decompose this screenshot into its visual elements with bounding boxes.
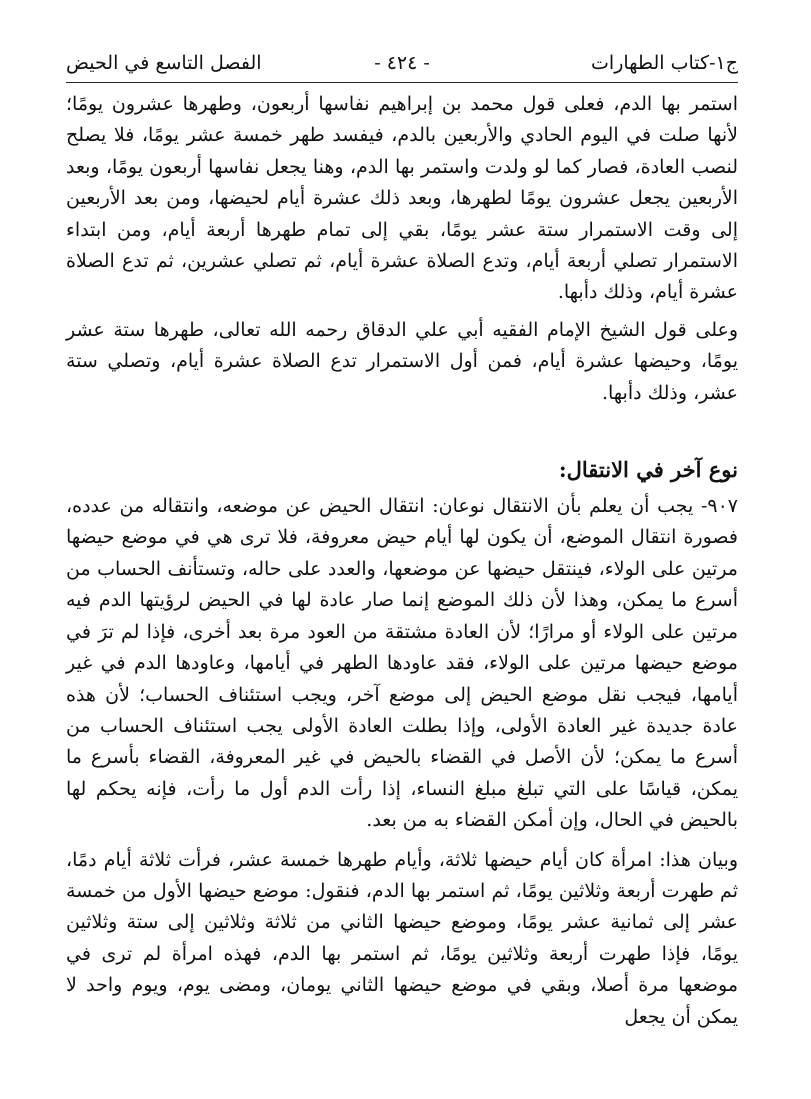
book-page bbox=[66, 48, 738, 1088]
paragraph-1: استمر بها الدم، فعلى قول محمد بن إبراهيم نفاسها أربعون، وطهرها عشرون يومًا؛ لأنها صلت في اليوم الحادي والأربعين بالدم، فيفسد طهر خمسة عشر يومًا، فلا يصلح لنصب العادة، فصار كما لو ولدت واستمر بها الدم، وهنا يجعل نفاسها أربعون يومًا، وبعد الأربعين يجعل عشرون يومًا لطهرها، وبعد ذلك عشرة أيام لحيضها، ومن بعد الأربعين إلى وقت الاستمرار ستة عشر يومًا، بقي إلى تمام طهرها أربعة أيام، ومن ابتداء الاستمرار تصلي أربعة أيام، وتدع الصلاة عشرة أيام، ثم تصلي عشرين، ثم تدع الصلاة عشرة أيام، وذلك دأبها. bbox=[66, 93, 738, 304]
section-heading: نوع آخر في الانتقال: bbox=[558, 457, 738, 483]
page-body bbox=[66, 89, 738, 1033]
paragraph-3: ٩٠٧- يجب أن يعلم بأن الانتقال نوعان: انتقال الحيض عن موضعه، وانتقاله من عدده، فصورة انتقال الموضع، أن يكون لها أيام حيض معروفة، فلا ترى هي في موضع حيضها مرتين على الولاء، فينتقل حيضها عن موضعها، والعدد على حاله، وتستأنف الحساب من أسرع ما يمكن، وهذا لأن ذلك الموضع إنما صار عادة لها في الحيض لرؤيتها الدم فيه مرتين على الولاء أو مرارًا؛ لأن العادة مشتقة من العود مرة بعد أخرى، فإذا لم ترَ في موضع حيضها مرتين على الولاء، فقد عاودها الطهر في أيامها، وعاودها الدم في غير أيامها، فيجب نقل موضع الحيض إلى موضع آخر، ويجب استئناف الحساب؛ لأن هذه عادة جديدة غير العادة الأولى، وإذا بطلت العادة الأولى يجب استئناف الحساب من أسرع ما يمكن؛ لأن الأصل في القضاء بالحيض في غير المعروفة، القضاء بأسرع ما يمكن، قياسًا على التي تبلغ مبلغ النساء، إذا رأت الدم أول ما رأت، فإنه يحكم لها بالحيض في الحال، وإن أمكن القضاء به من بعد. bbox=[66, 495, 738, 832]
paragraph-2: وعلى قول الشيخ الإمام الفقيه أبي علي الدقاق رحمه الله تعالى، طهرها ستة عشر يومًا، وحيضها عشرة أيام، فمن أول الاستمرار تدع الصلاة عشرة أيام، وتصلي ستة عشر، وذلك دأبها. bbox=[66, 318, 738, 404]
paragraph-4: وبيان هذا: امرأة كان أيام حيضها ثلاثة، وأيام طهرها خمسة عشر، فرأت ثلاثة أيام دمًا، ثم طهرت أربعة وثلاثين يومًا، ثم استمر بها الدم، فنقول: موضع حيضها الأول من خمسة عشر إلى ثمانية عشر يومًا، وموضع حيضها الثاني من ثلاثة وثلاثين إلى ستة وثلاثين يومًا، فإذا طهرت أربعة وثلاثين يومًا، ثم استمر بها الدم، فهذه امرأة لم ترى في موضعها مرة أصلا، وبقي في موضع حيضها الثاني يومان، ومضى يوم، ويوم واحد لا يمكن أن يجعل bbox=[66, 848, 738, 1028]
volume-book-title: ج١-كتاب الطهارات bbox=[591, 52, 738, 74]
header-divider bbox=[66, 82, 738, 83]
chapter-title: الفصل التاسع في الحيض bbox=[66, 52, 262, 74]
page-header bbox=[66, 48, 738, 78]
page-number: - ٤٢٤ - bbox=[374, 52, 430, 74]
